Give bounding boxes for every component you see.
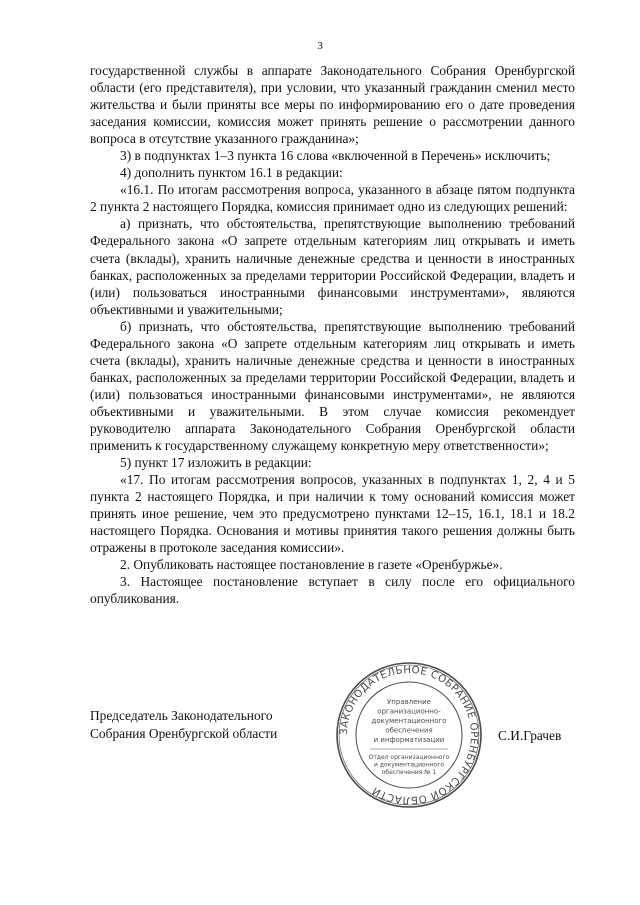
paragraph: 3. Настоящее постановление вступает в силу после его официального опубликования. <box>90 574 575 607</box>
seal-inscription-line: обеспечения № 1 <box>381 769 437 776</box>
signatory-name: С.И.Грачев <box>498 728 562 743</box>
seal-inscription-line: и документационного <box>373 761 445 769</box>
paragraph: государственной службы в аппарате Законодательного Собрания Оренбургской области (его представителя), при условии, что указанный гражданин сменил место жительства и были приняты все меры по информированию его о дате проведения заседания комиссии, комиссия может принять решение о рассмотрении данного вопроса в отсутствие указанного гражданина»; <box>90 63 575 147</box>
paragraph: 4) дополнить пунктом 16.1 в редакции: <box>120 165 343 181</box>
seal-inscription-line: обеспечения <box>385 726 433 735</box>
paragraph: «16.1. По итогам рассмотрения вопроса, указанного в абзаце пятом подпункта 2 пункта 2 настоящего Порядка, комиссия принимает одно из следующих решений: <box>90 182 575 215</box>
paragraph: 2. Опубликовать настоящее постановление в газете «Оренбуржье». <box>120 557 503 573</box>
seal-ring-text: ЗАКОНОДАТЕЛЬНОЕ СОБРАНИЕ ОРЕНБУРГСКОЙ ОБЛАСТИ <box>338 664 480 806</box>
seal-inscription-line: Управление <box>387 698 431 706</box>
signatory-position-line: Председатель Законодательного <box>90 708 273 723</box>
seal-inscription-line: Отдел организационного <box>368 754 450 761</box>
paragraph: б) признать, что обстоятельства, препятствующие выполнению требований Федерального закона «О запрете отдельным категориям лиц открывать и иметь счета (вклады), хранить наличные денежные средства и ценности в иностранных банках, расположенных за пределами территории Российской Федерации, владеть и (или) пользоваться иностранными финансовыми инструментами», не являются объективными и уважительными. В этом случае комиссия рекомендует руководителю аппарата Законодательного Собрания Оренбургской области применить к государственному служащему конкретную меру ответственности»; <box>90 318 575 454</box>
seal-inscription-line: и информатизации <box>373 736 445 744</box>
signatory-position <box>90 707 277 743</box>
paragraph: а) признать, что обстоятельства, препятствующие выполнению требований Федерального закона «О запрете отдельным категориям лиц открывать и иметь счета (вклады), хранить наличные денежные средства и ценности в иностранных банках, расположенных за пределами территории Российской Федерации, владеть и (или) пользоваться иностранными финансовыми инструментами», являются объективными и уважительными; <box>90 216 575 317</box>
paragraph: 5) пункт 17 изложить в редакции: <box>120 455 312 471</box>
signatory-position-line: Собрания Оренбургской области <box>90 726 278 741</box>
seal-inscription-line: организационно- <box>377 707 441 716</box>
paragraph: 3) в подпунктах 1–3 пункта 16 слова «включенной в Перечень» исключить; <box>120 148 551 164</box>
paragraph: «17. По итогам рассмотрения вопросов, указанных в подпунктах 1, 2, 4 и 5 пункта 2 настоящего Порядка, и при наличии к тому оснований комиссия может принять иное решение, чем это предусмотрено пунктами 12–15, 16.1, 18.1 и 18.2 настоящего Порядка. Основания и мотивы принятия такого решения должны быть отражены в протоколе заседания комиссии». <box>90 472 575 556</box>
seal-inscription-line: документационного <box>371 717 447 725</box>
seal-ring-text <box>339 665 479 805</box>
page-number: 3 <box>317 40 323 52</box>
official-seal <box>334 660 484 810</box>
document-body <box>90 62 575 608</box>
